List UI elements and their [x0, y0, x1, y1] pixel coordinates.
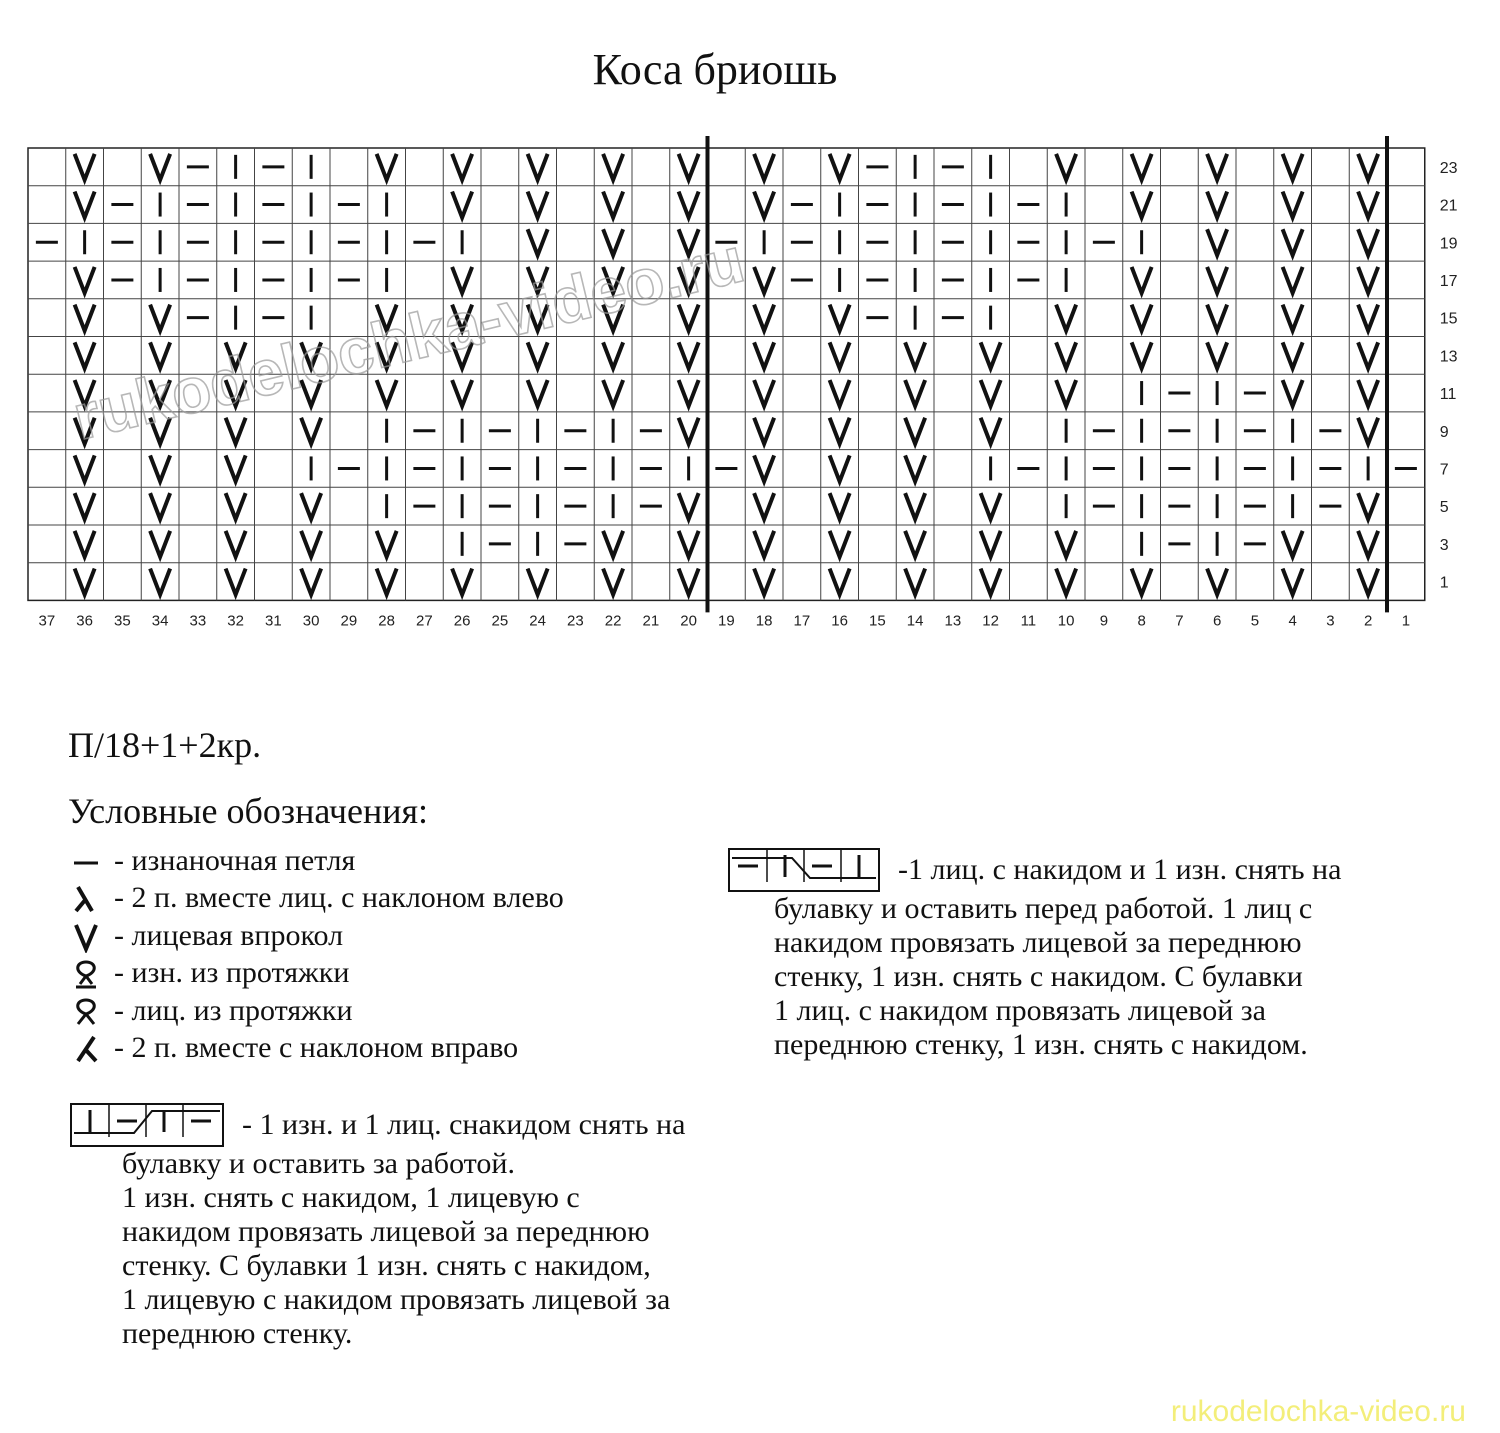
- brioche-knit-mark: [75, 569, 95, 595]
- brioche-knit-mark: [377, 154, 397, 180]
- k2tog-right-icon: [68, 1031, 108, 1065]
- brioche-knit-mark: [1358, 229, 1378, 255]
- brioche-knit-mark: [75, 267, 95, 293]
- brioche-knit-mark: [679, 380, 699, 406]
- brioche-knit-mark: [452, 192, 472, 218]
- brioche-knit-mark: [150, 569, 170, 595]
- brioche-knit-mark: [754, 569, 774, 595]
- cable-front-line: 1 лиц. с накидом провязать лицевой за: [774, 994, 1266, 1027]
- brioche-knit-mark: [226, 493, 246, 519]
- cable-front-legend: [728, 848, 1488, 1062]
- brioche-knit-mark: [150, 493, 170, 519]
- brioche-knit-mark: [754, 455, 774, 481]
- legend-item: [68, 955, 564, 993]
- brioche-knit-mark: [377, 569, 397, 595]
- brioche-knit-mark: [679, 531, 699, 557]
- row-label: 15: [1439, 310, 1458, 328]
- column-label: 36: [76, 612, 93, 630]
- legend-text: - 2 п. вместе с наклоном вправо: [114, 1031, 519, 1065]
- cable-front-symbol: [728, 848, 880, 892]
- brioche-knit-mark: [1132, 154, 1152, 180]
- brioche-knit-mark: [754, 192, 774, 218]
- column-label: 35: [114, 612, 131, 630]
- column-label: 19: [718, 612, 735, 630]
- brioche-knit-mark: [1358, 342, 1378, 368]
- brioche-knit-mark: [754, 493, 774, 519]
- column-label: 37: [38, 612, 56, 630]
- stitch-count: П/18+1+2кр.: [68, 725, 262, 765]
- brioche-knit-mark: [1132, 342, 1152, 368]
- row-label: 1: [1439, 574, 1449, 592]
- brioche-knit-mark: [1132, 305, 1152, 331]
- brioche-knit-mark: [301, 418, 321, 444]
- brioche-knit-mark: [679, 192, 699, 218]
- brioche-knit-mark: [981, 380, 1001, 406]
- brioche-knit-mark: [1207, 267, 1227, 293]
- brioche-knit-mark: [1056, 569, 1076, 595]
- brioche-knit-mark: [1207, 154, 1227, 180]
- chart-title: Коса бриошь: [592, 45, 838, 94]
- brioche-knit-mark: [754, 418, 774, 444]
- k2tog-left-icon: [68, 881, 108, 915]
- brioche-knit-mark: [1283, 531, 1303, 557]
- brioche-knit-mark: [75, 154, 95, 180]
- brioche-knit-mark: [754, 267, 774, 293]
- column-label: 2: [1363, 612, 1373, 630]
- row-label: 3: [1439, 536, 1449, 554]
- column-label: 20: [680, 612, 697, 630]
- brioche-knit-mark: [603, 154, 623, 180]
- legend-item: [68, 842, 564, 880]
- column-label: 15: [869, 612, 886, 630]
- column-label: 13: [944, 612, 962, 630]
- cable-front-line: накидом провязать лицевой за переднюю: [774, 926, 1302, 959]
- column-label: 10: [1057, 612, 1075, 630]
- brioche-knit-mark: [1358, 154, 1378, 180]
- brioche-knit-mark: [1207, 569, 1227, 595]
- brioche-knit-mark: [1207, 192, 1227, 218]
- brioche-knit-mark: [75, 342, 95, 368]
- cable-back-line: накидом провязать лицевой за переднюю: [122, 1215, 650, 1248]
- column-label: 11: [1020, 612, 1037, 630]
- brioche-knit-mark: [528, 569, 548, 595]
- brioche-knit-mark: [528, 342, 548, 368]
- brioche-knit-mark: [679, 418, 699, 444]
- brioche-knit-mark: [75, 531, 95, 557]
- brioche-knit-mark: [150, 305, 170, 331]
- column-label: 26: [453, 612, 471, 630]
- brioche-knit-mark: [603, 380, 623, 406]
- brioche-knit-mark: [1283, 342, 1303, 368]
- chart-watermark: rukodelochka-video.ru: [66, 223, 751, 454]
- row-label: 11: [1439, 386, 1457, 404]
- brioche-knit-mark: [981, 342, 1001, 368]
- brioche-knit-mark: [377, 380, 397, 406]
- legend-text: - лицевая впрокол: [114, 918, 344, 952]
- brioche-knit-mark: [1283, 380, 1303, 406]
- legend-item: [68, 880, 564, 918]
- cable-front-line: стенку, 1 изн. снять с накидом. С булавки: [774, 960, 1303, 993]
- row-label: 23: [1439, 159, 1458, 177]
- brioche-knit-mark: [226, 455, 246, 481]
- brioche-knit-mark: [1358, 192, 1378, 218]
- row-label: 21: [1439, 197, 1458, 215]
- cable-back-line: 1 лицевую с накидом провязать лицевой за: [122, 1283, 671, 1316]
- column-label: 21: [642, 612, 660, 630]
- brioche-knit-mark: [1358, 569, 1378, 595]
- brioche-knit-mark: [754, 305, 774, 331]
- brioche-knit-mark: [830, 569, 850, 595]
- brioche-knit-mark: [905, 493, 925, 519]
- brioche-knit-mark: [528, 229, 548, 255]
- brioche-knit-mark: [754, 342, 774, 368]
- brioche-knit-mark: [830, 455, 850, 481]
- cable-back-legend: [70, 1103, 850, 1351]
- column-label: 23: [567, 612, 584, 630]
- row-label: 5: [1439, 499, 1449, 517]
- column-label: 3: [1326, 612, 1335, 630]
- brioche-knit-icon: [68, 919, 108, 953]
- brioche-knit-mark: [75, 305, 95, 331]
- legend-list: [68, 842, 564, 1067]
- brioche-knit-mark: [1207, 305, 1227, 331]
- brioche-knit-mark: [1132, 267, 1152, 293]
- brioche-knit-mark: [1283, 229, 1303, 255]
- column-label: 18: [755, 612, 773, 630]
- cable-front-line: переднюю стенку, 1 изн. снять с накидом.: [774, 1028, 1308, 1061]
- brioche-knit-mark: [75, 455, 95, 481]
- column-label: 22: [604, 612, 622, 630]
- column-label: 25: [491, 612, 509, 630]
- brioche-knit-mark: [830, 305, 850, 331]
- brioche-knit-mark: [1056, 154, 1076, 180]
- legend-text: - лиц. из протяжки: [114, 993, 353, 1027]
- legend-text: - изнаночная петля: [114, 843, 356, 877]
- cable-front-line: булавку и оставить перед работой. 1 лиц с: [774, 892, 1313, 925]
- brioche-knit-mark: [1283, 305, 1303, 331]
- brioche-knit-mark: [754, 154, 774, 180]
- brioche-knit-mark: [1358, 380, 1378, 406]
- brioche-knit-mark: [603, 531, 623, 557]
- brioche-knit-mark: [603, 192, 623, 218]
- legend-item: [68, 917, 564, 955]
- brioche-knit-mark: [1207, 342, 1227, 368]
- row-label: 9: [1439, 423, 1449, 441]
- brioche-knit-mark: [1207, 229, 1227, 255]
- column-label: 24: [529, 612, 546, 630]
- knitting-chart: [0, 0, 1500, 700]
- column-label: 9: [1099, 612, 1109, 630]
- legend-text: - изн. из протяжки: [114, 956, 350, 990]
- brioche-knit-mark: [1132, 192, 1152, 218]
- brioche-knit-mark: [603, 342, 623, 368]
- brioche-knit-mark: [905, 380, 925, 406]
- cable-back-symbol: [70, 1103, 224, 1147]
- column-label: 30: [302, 612, 320, 630]
- brioche-knit-mark: [905, 455, 925, 481]
- brioche-knit-mark: [679, 154, 699, 180]
- brioche-knit-mark: [150, 531, 170, 557]
- brioche-knit-mark: [1358, 531, 1378, 557]
- cable-back-line: 1 изн. снять с накидом, 1 лицевую с: [122, 1181, 580, 1214]
- brioche-knit-mark: [75, 493, 95, 519]
- brioche-knit-mark: [1132, 569, 1152, 595]
- purl-dash-icon: [68, 844, 108, 878]
- brioche-knit-mark: [679, 493, 699, 519]
- brioche-knit-mark: [1358, 305, 1378, 331]
- brioche-knit-mark: [1283, 154, 1303, 180]
- brioche-knit-mark: [830, 342, 850, 368]
- brioche-knit-mark: [1056, 380, 1076, 406]
- cable-back-line: стенку. С булавки 1 изн. снять с накидом,: [122, 1249, 651, 1282]
- brioche-knit-mark: [301, 531, 321, 557]
- brioche-knit-mark: [981, 418, 1001, 444]
- column-label: 31: [265, 612, 282, 630]
- brioche-knit-mark: [226, 531, 246, 557]
- brioche-knit-mark: [75, 192, 95, 218]
- column-label: 17: [793, 612, 811, 630]
- column-label: 29: [340, 612, 358, 630]
- column-label: 7: [1175, 612, 1184, 630]
- brioche-knit-mark: [1283, 569, 1303, 595]
- column-label: 28: [378, 612, 395, 630]
- brioche-knit-mark: [1283, 267, 1303, 293]
- brioche-knit-mark: [830, 531, 850, 557]
- footer-watermark: rukodelochka-video.ru: [1170, 1395, 1466, 1428]
- column-label: 8: [1137, 612, 1146, 630]
- brioche-knit-mark: [603, 569, 623, 595]
- brioche-knit-mark: [830, 418, 850, 444]
- row-label: 19: [1439, 235, 1458, 253]
- knit-from-bar-icon: [68, 994, 108, 1028]
- legend-text: - 2 п. вместе лиц. с наклоном влево: [114, 881, 564, 915]
- brioche-knit-mark: [679, 569, 699, 595]
- brioche-knit-mark: [1056, 305, 1076, 331]
- brioche-knit-mark: [1358, 418, 1378, 444]
- column-label: 6: [1212, 612, 1222, 630]
- brioche-knit-mark: [452, 569, 472, 595]
- cable-front-lead: -1 лиц. с накидом и 1 изн. снять на: [898, 853, 1342, 886]
- brioche-knit-mark: [226, 418, 246, 444]
- row-label: 17: [1439, 272, 1458, 290]
- brioche-knit-mark: [905, 569, 925, 595]
- brioche-knit-mark: [528, 192, 548, 218]
- brioche-knit-mark: [1056, 342, 1076, 368]
- brioche-knit-mark: [301, 493, 321, 519]
- brioche-knit-mark: [301, 569, 321, 595]
- cable-back-lead: - 1 изн. и 1 лиц. снакидом снять на: [242, 1108, 686, 1141]
- brioche-knit-mark: [1056, 531, 1076, 557]
- brioche-knit-mark: [981, 569, 1001, 595]
- column-label: 12: [982, 612, 999, 630]
- legend-item: [68, 1030, 564, 1068]
- legend-heading: Условные обозначения:: [68, 791, 429, 831]
- legend-item: [68, 992, 564, 1030]
- brioche-knit-mark: [981, 493, 1001, 519]
- column-label: 32: [227, 612, 244, 630]
- column-label: 16: [831, 612, 848, 630]
- purl-from-bar-icon: [68, 956, 108, 990]
- brioche-knit-mark: [150, 154, 170, 180]
- cable-back-line: переднюю стенку.: [122, 1317, 353, 1350]
- brioche-knit-mark: [1358, 493, 1378, 519]
- row-label: 7: [1439, 461, 1449, 479]
- column-label: 34: [151, 612, 169, 630]
- cable-back-line: булавку и оставить за работой.: [122, 1147, 515, 1180]
- brioche-knit-mark: [830, 493, 850, 519]
- brioche-knit-mark: [150, 455, 170, 481]
- column-label: 27: [416, 612, 433, 630]
- brioche-knit-mark: [226, 569, 246, 595]
- brioche-knit-mark: [1358, 267, 1378, 293]
- brioche-knit-mark: [830, 380, 850, 406]
- brioche-knit-mark: [452, 154, 472, 180]
- column-label: 5: [1250, 612, 1260, 630]
- brioche-knit-mark: [905, 531, 925, 557]
- row-label: 13: [1439, 348, 1458, 366]
- column-label: 1: [1401, 612, 1411, 630]
- brioche-knit-mark: [830, 154, 850, 180]
- brioche-knit-mark: [754, 531, 774, 557]
- column-label: 14: [906, 612, 924, 630]
- brioche-knit-mark: [905, 342, 925, 368]
- brioche-knit-mark: [1283, 192, 1303, 218]
- brioche-knit-mark: [679, 342, 699, 368]
- column-label: 33: [189, 612, 207, 630]
- column-label: 4: [1288, 612, 1297, 630]
- brioche-knit-mark: [905, 418, 925, 444]
- brioche-knit-mark: [754, 380, 774, 406]
- brioche-knit-mark: [981, 531, 1001, 557]
- brioche-knit-mark: [452, 380, 472, 406]
- brioche-knit-mark: [528, 154, 548, 180]
- brioche-knit-mark: [377, 531, 397, 557]
- brioche-knit-mark: [528, 380, 548, 406]
